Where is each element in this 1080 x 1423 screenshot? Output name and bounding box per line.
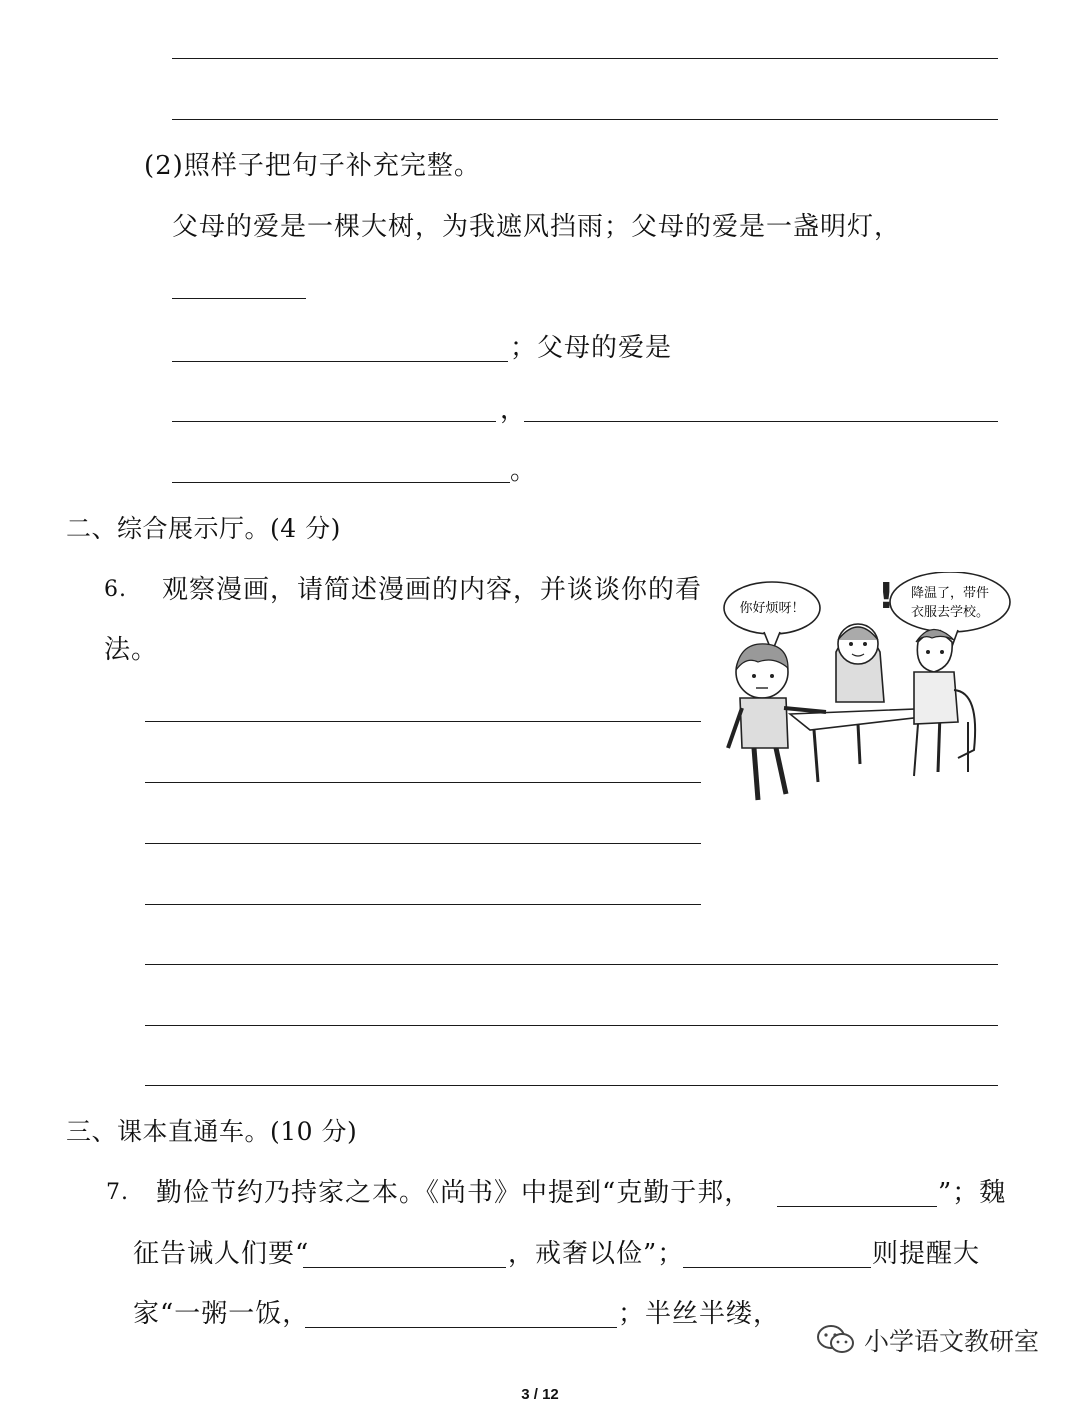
question-text: ；半丝半缕，	[618, 1299, 781, 1329]
answer-line[interactable]	[145, 904, 701, 905]
answer-line[interactable]	[145, 843, 701, 844]
period: 。	[510, 456, 538, 486]
answer-line[interactable]	[145, 964, 998, 965]
question-text: 观察漫画，请简述漫画的内容，并谈谈你的看	[162, 575, 703, 605]
part2-label: (2)照样子把句子补充完整。	[144, 151, 481, 181]
fill-blank[interactable]	[303, 1267, 506, 1268]
question-number: 6.	[104, 577, 127, 602]
question-number: 7.	[106, 1180, 129, 1205]
sample-sentence: 父母的爱是一棵大树，为我遮风挡雨；父母的爱是一盏明灯，	[172, 212, 902, 242]
watermark-text: 小学语文教研室	[864, 1327, 1040, 1356]
question-text: 家“一粥一饭，	[133, 1299, 310, 1329]
fill-blank[interactable]	[305, 1327, 617, 1328]
question-text: 征告诫人们要“	[133, 1239, 310, 1269]
fill-blank[interactable]	[777, 1206, 937, 1207]
answer-line[interactable]	[145, 1025, 998, 1026]
wechat-icon	[816, 1324, 856, 1356]
question-text: 勤俭节约乃持家之本。《尚书》中提到“克勤于邦，	[156, 1178, 752, 1208]
fill-blank[interactable]	[683, 1267, 871, 1268]
watermark	[816, 1322, 1039, 1358]
fill-blank[interactable]	[172, 361, 508, 362]
answer-line	[172, 119, 998, 120]
comic-bubble-mom-2: 衣服去学校。	[910, 605, 990, 620]
answer-line[interactable]	[145, 721, 701, 722]
answer-line[interactable]	[145, 782, 701, 783]
comic-bubble-boy: 你好烦呀！	[739, 601, 805, 616]
sentence-continuation: ；父母的爱是	[510, 333, 673, 363]
answer-line	[172, 58, 998, 59]
comma: ，	[500, 395, 528, 425]
fill-blank[interactable]	[524, 421, 998, 422]
question-text: 则提醒大	[872, 1239, 981, 1269]
comic-bubble-mom-1: 降温了，带件	[910, 586, 990, 601]
section-heading: 三、课本直通车。(10 分)	[66, 1117, 358, 1146]
comic-exclaim: !	[878, 576, 895, 617]
section-heading: 二、综合展示厅。(4 分)	[66, 514, 341, 543]
page-number: 3 / 12	[521, 1386, 559, 1403]
question-text: ”；魏	[938, 1178, 1007, 1208]
comic-illustration	[718, 572, 1014, 812]
fill-blank[interactable]	[172, 298, 306, 299]
question-text: ，戒奢以俭”；	[508, 1239, 685, 1269]
fill-blank[interactable]	[172, 421, 496, 422]
question-text: 法。	[104, 635, 159, 665]
fill-blank[interactable]	[172, 482, 510, 483]
answer-line[interactable]	[145, 1085, 998, 1086]
